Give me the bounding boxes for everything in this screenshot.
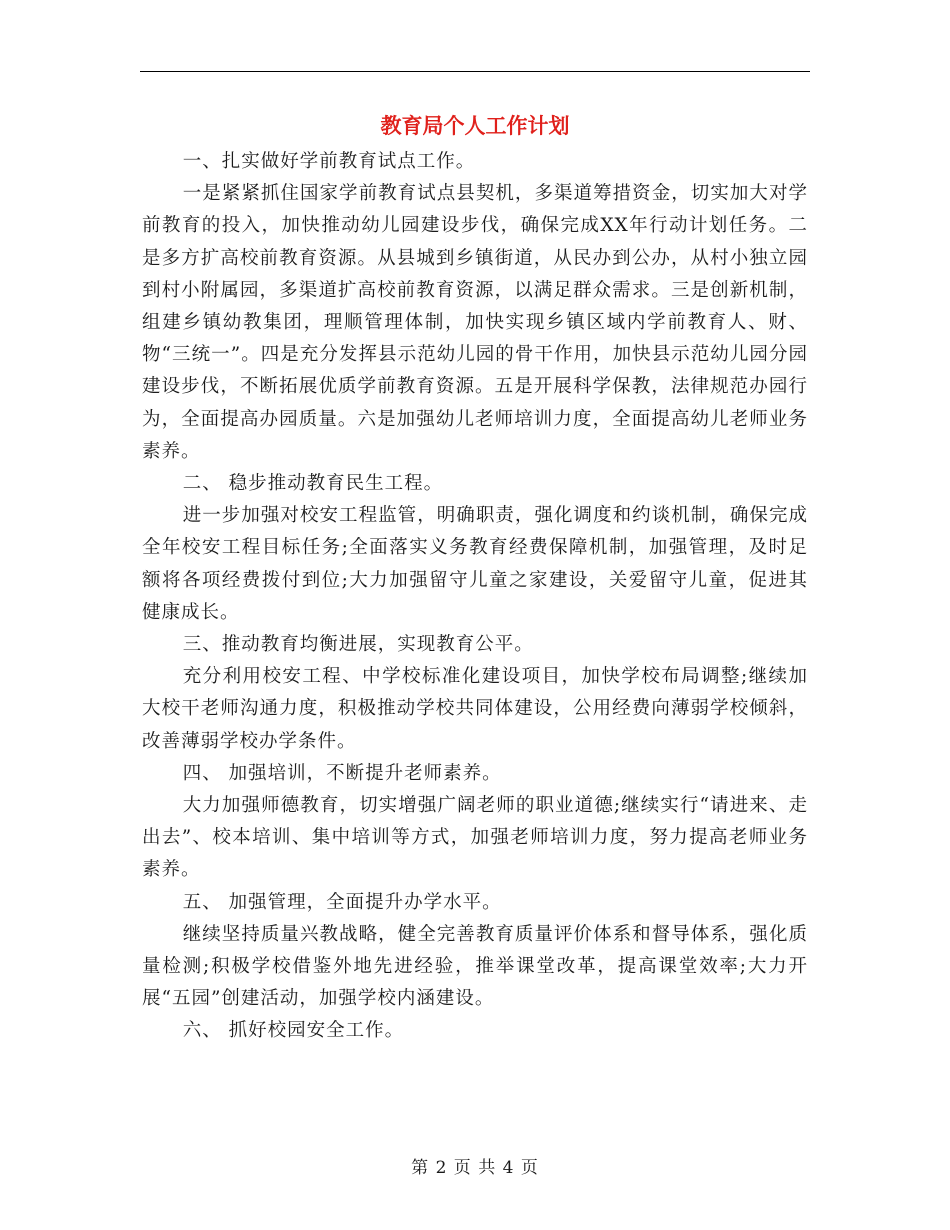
section-heading-6: 六、 抓好校园安全工作。 xyxy=(182,1020,405,1042)
document-body xyxy=(142,108,808,1048)
section-body-1: 一是紧紧抓住国家学前教育试点县契机，多渠道筹措资金，切实加大对学前教育的投入，加快推动幼儿园建设步伐，确保完成XX年行动计划任务。二是多方扩高校前教育资源。从县城到乡镇街道，从民办到公办，从村小独立园到村小附属园，多渠道扩高校前教育资源，以满足群众需求。三是创新机制，组建乡镇幼教集团，理顺管理体制，加快实现乡镇区域内学前教育人、财、物“三统一”。四是充分发挥县示范幼儿园的骨干作用，加快县示范幼儿园分园建设步伐，不断拓展优质学前教育资源。五是开展科学保教，法律规范办园行为，全面提高办园质量。六是加强幼儿老师培训力度，全面提高幼儿老师业务素养。 xyxy=(142,183,808,462)
section-heading-5: 五、 加强管理，全面提升办学水平。 xyxy=(182,891,502,913)
section-body-2: 进一步加强对校安工程监管，明确职责，强化调度和约谈机制，确保完成全年校安工程目标任务;全面落实义务教育经费保障机制，加强管理，及时足额将各项经费拨付到位;大力加强留守儿童之家建设，关爱留守儿童，促进其健康成长。 xyxy=(142,505,808,623)
section-body-5: 继续坚持质量兴教战略，健全完善教育质量评价体系和督导体系，强化质量检测;积极学校借鉴外地先进经验，推举课堂改革，提高课堂效率;大力开展“五园”创建活动，加强学校内涵建设。 xyxy=(142,923,808,1010)
header-rule xyxy=(140,71,810,72)
page-number: 第 2 页 共 4 页 xyxy=(411,1158,539,1178)
section-heading-2: 二、 稳步推动教育民生工程。 xyxy=(182,473,444,495)
section-heading-1: 一、扎实做好学前教育试点工作。 xyxy=(182,151,476,172)
document-title: 教育局个人工作计划 xyxy=(380,114,570,138)
section-body-4: 大力加强师德教育，切实增强广阔老师的职业道德;继续实行“请进来、走出去”、校本培训、集中培训等方式，加强老师培训力度，努力提高老师业务素养。 xyxy=(142,795,808,881)
section-heading-4: 四、 加强培训，不断提升老师素养。 xyxy=(182,762,502,784)
section-heading-3: 三、推动教育均衡进展，实现教育公平。 xyxy=(182,634,534,656)
section-body-3: 充分利用校安工程、中学校标准化建设项目，加快学校布局调整;继续加大校干老师沟通力度，积极推动学校共同体建设，公用经费向薄弱学校倾斜，改善薄弱学校办学条件。 xyxy=(142,666,808,752)
